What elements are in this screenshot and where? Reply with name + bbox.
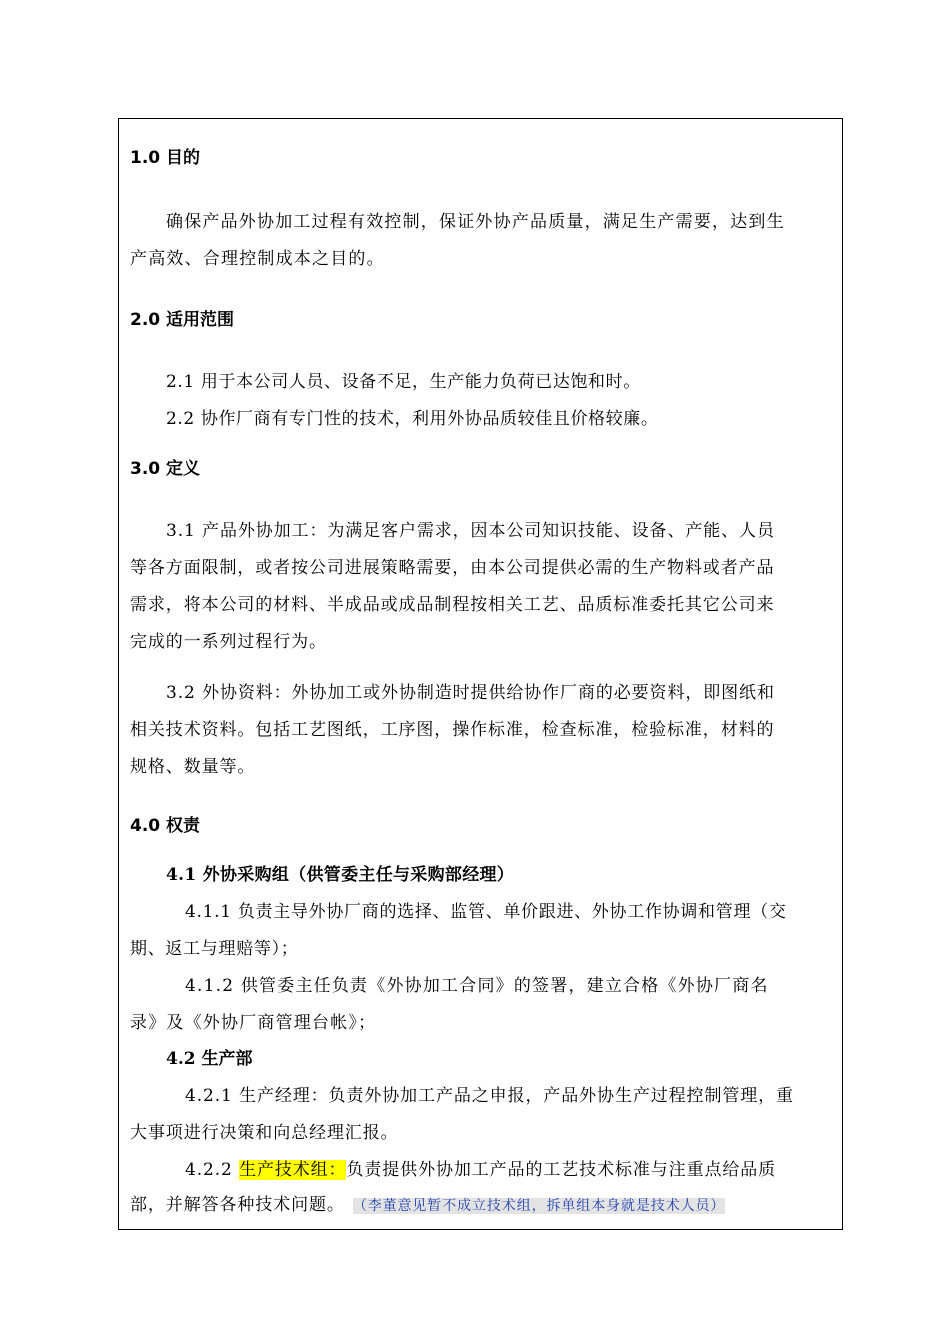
heading-scope: 2.0 适用范围 xyxy=(130,310,235,330)
item-4-2-1-line-1: 4.2.1 生产经理：负责外协加工产品之申报，产品外协生产过程控制管理，重 xyxy=(185,1086,794,1106)
item-4-1-2-line-2: 录》及《外协厂商管理台帐》； xyxy=(130,1013,377,1033)
item-4-2-2-line-2-text: 部，并解答各种技术问题。 xyxy=(130,1195,345,1215)
heading-purpose: 1.0 目的 xyxy=(130,148,201,168)
item-4-2-2-line-2 xyxy=(130,1194,725,1217)
item-4-1-1-line-2: 期、返工与理赔等）； xyxy=(130,939,299,959)
definition-3-2-line-1: 3.2 外协资料：外协加工或外协制造时提供给协作厂商的必要资料，即图纸和 xyxy=(166,683,775,703)
item-4-1-1-line-1: 4.1.1 负责主导外协厂商的选择、监管、单价跟进、外协工作协调和管理（交 xyxy=(185,902,787,922)
item-4-2-1-line-2: 大事项进行决策和向总经理汇报。 xyxy=(130,1123,399,1143)
definition-3-1-line-3: 需求，将本公司的材料、半成品或成品制程按相关工艺、品质标准委托其它公司来 xyxy=(130,595,775,615)
item-4-2-2-line-1 xyxy=(185,1159,776,1181)
heading-responsibility: 4.0 权责 xyxy=(130,816,201,836)
definition-3-2-line-2: 相关技术资料。包括工艺图纸，工序图，操作标准，检查标准，检验标准，材料的 xyxy=(130,720,775,740)
subheading-4-2: 4.2 生产部 xyxy=(166,1049,253,1069)
heading-definition: 3.0 定义 xyxy=(130,459,201,479)
item-4-1-2-line-1: 4.1.2 供管委主任负责《外协加工合同》的签署，建立合格《外协厂商名 xyxy=(185,976,769,996)
item-4-2-2-text: 负责提供外协加工产品的工艺技术标准与注重点给品质 xyxy=(346,1160,777,1180)
subheading-4-1: 4.1 外协采购组（供管委主任与采购部经理） xyxy=(166,865,515,885)
item-4-2-2-highlight: 生产技术组： xyxy=(239,1160,347,1180)
definition-3-1-line-2: 等各方面限制，或者按公司进展策略需要，由本公司提供必需的生产物料或者产品 xyxy=(130,558,775,578)
scope-item-2-1: 2.1 用于本公司人员、设备不足，生产能力负荷已达饱和时。 xyxy=(166,372,641,392)
review-note: （李董意见暂不成立技术组，拆单组本身就是技术人员） xyxy=(352,1198,726,1214)
definition-3-1-line-1: 3.1 产品外协加工：为满足客户需求，因本公司知识技能、设备、产能、人员 xyxy=(166,521,775,541)
purpose-line-1: 确保产品外协加工过程有效控制，保证外协产品质量，满足生产需要，达到生 xyxy=(166,212,785,232)
purpose-line-2: 产高效、合理控制成本之目的。 xyxy=(130,249,385,269)
scope-item-2-2: 2.2 协作厂商有专门性的技术，利用外协品质较佳且价格较廉。 xyxy=(166,409,659,429)
definition-3-2-line-3: 规格、数量等。 xyxy=(130,757,256,777)
item-4-2-2-number: 4.2.2 xyxy=(185,1160,240,1180)
definition-3-1-line-4: 完成的一系列过程行为。 xyxy=(130,632,327,652)
